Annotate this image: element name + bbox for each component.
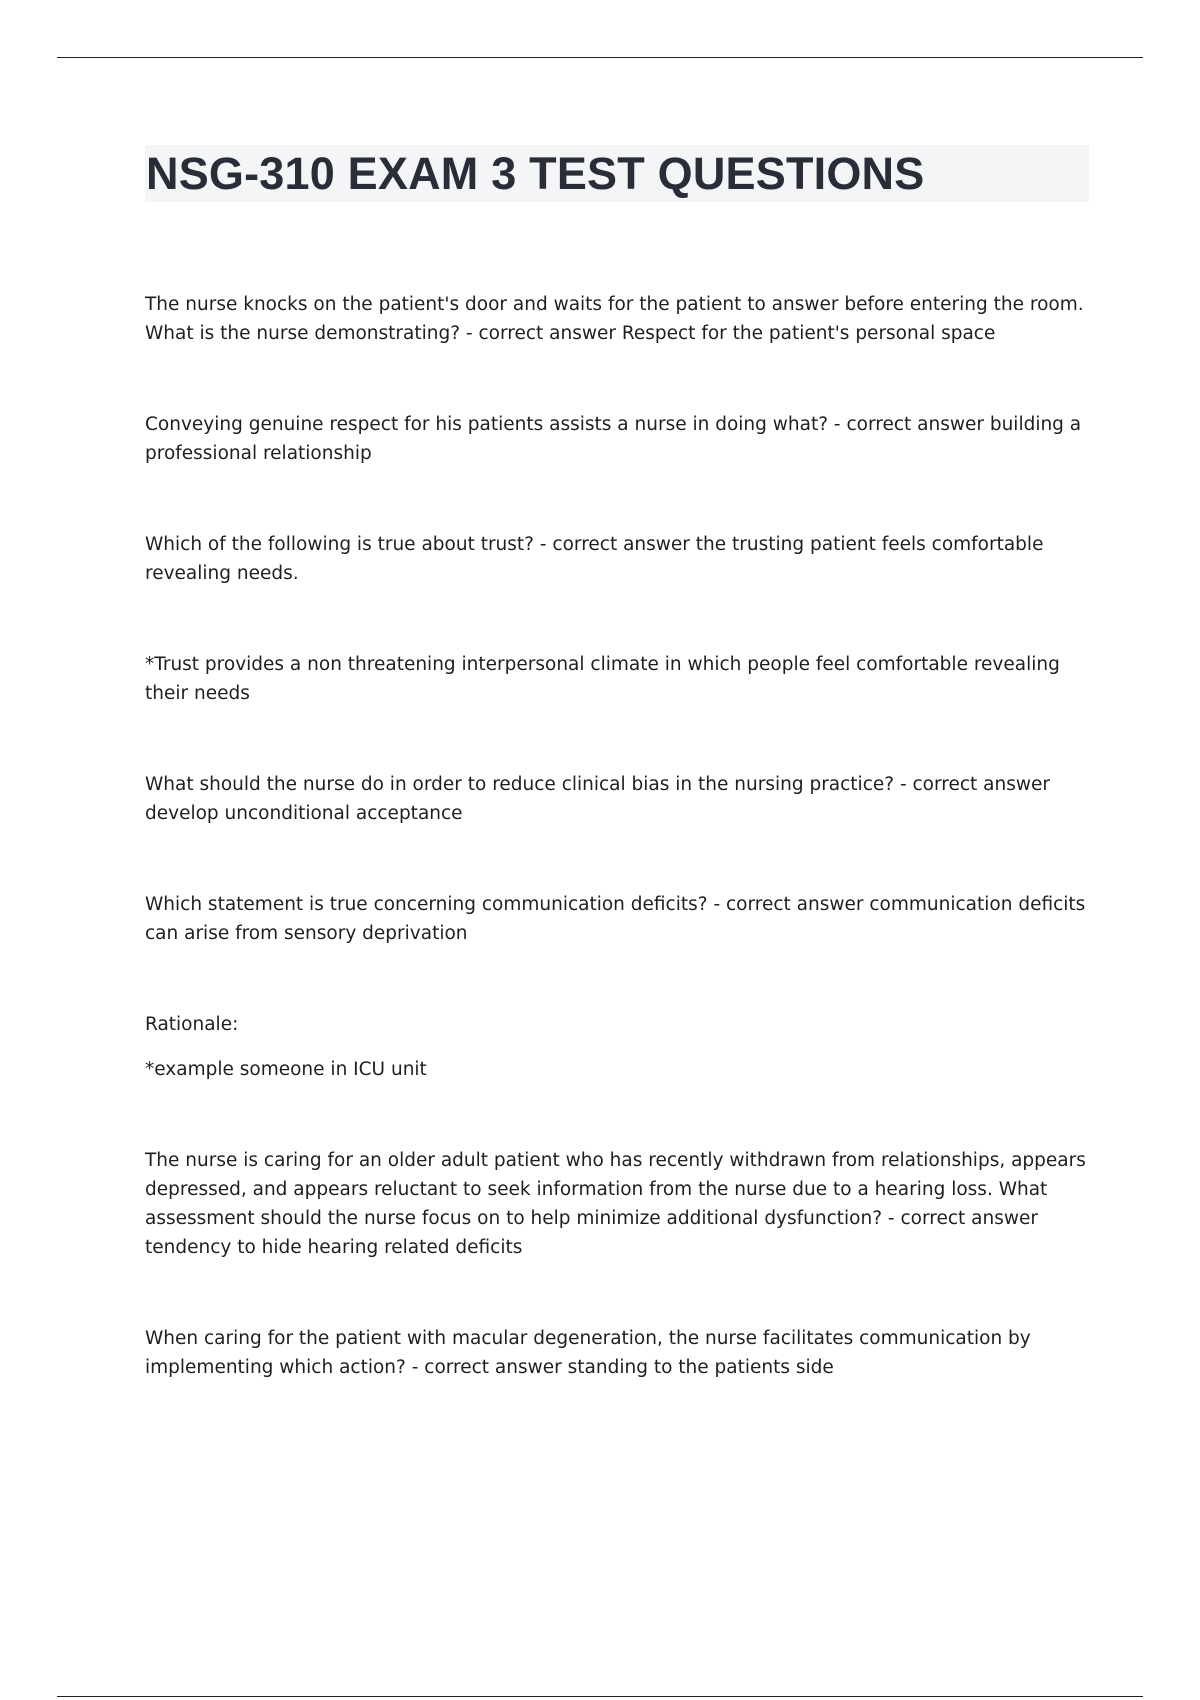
question-paragraph: Which statement is true concerning communication deficits? - correct answer communication deficits can arise from sensory deprivation [145,894,1086,944]
note-paragraph: *Trust provides a non threatening interpersonal climate in which people feel comfortable revealing their needs [145,654,1060,704]
question-paragraph: Conveying genuine respect for his patients assists a nurse in doing what? - correct answer building a professional relationship [145,414,1082,464]
top-divider [57,57,1143,58]
question-paragraph: The nurse is caring for an older adult patient who has recently withdrawn from relationships, appears depressed, and appears reluctant to seek information from the nurse due to a hearing loss. What assessment should the nurse focus on to help minimize additional dysfunction? - correct answer tendency to hide hearing related deficits [145,1150,1086,1258]
rationale-note: *example someone in ICU unit [145,1059,427,1080]
rationale-label: Rationale: [145,1014,239,1035]
question-paragraph: What should the nurse do in order to reduce clinical bias in the nursing practice? - correct answer develop unconditional acceptance [145,774,1050,824]
question-paragraph: Which of the following is true about trust? - correct answer the trusting patient feels comfortable revealing needs. [145,534,1044,584]
bottom-divider [57,1696,1143,1697]
question-paragraph: The nurse knocks on the patient's door and waits for the patient to answer before entering the room. What is the nurse demonstrating? - correct answer Respect for the patient's personal space [145,294,1084,344]
document-body [145,290,1095,1382]
document-title: NSG-310 EXAM 3 TEST QUESTIONS [146,148,925,199]
question-paragraph: When caring for the patient with macular degeneration, the nurse facilitates communication by implementing which action? - correct answer standing to the patients side [145,1328,1031,1378]
